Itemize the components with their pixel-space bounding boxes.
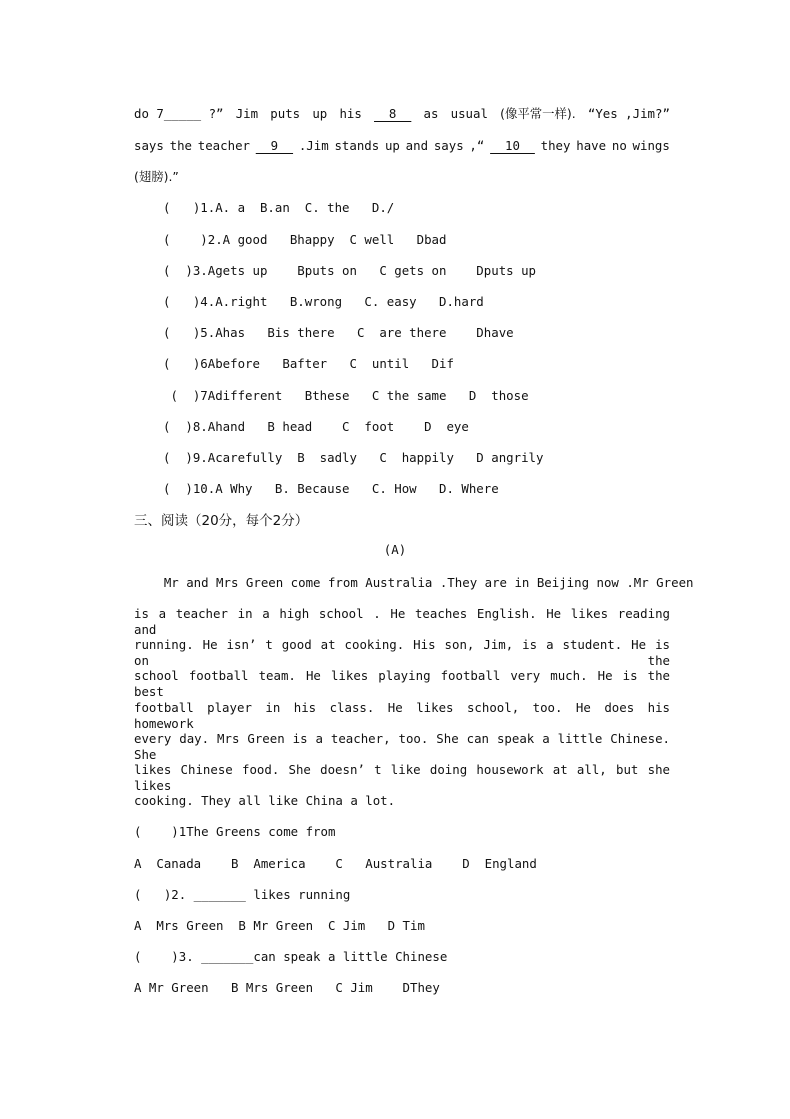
cloze-question-4: ( )4.A.right B.wrong C. easy D.hard <box>163 294 484 309</box>
cloze-question-2: ( )2.A good Bhappy C well Dbad <box>163 232 447 247</box>
cloze-question-6: ( )6Abefore Bafter C until Dif <box>163 356 454 371</box>
cloze-question-5: ( )5.Ahas Bis there C are there Dhave <box>163 325 514 340</box>
cloze-question-9: ( )9.Acarefully B sadly C happily D angrily <box>163 450 544 465</box>
blank-10: 10 <box>490 138 535 153</box>
reading-line: running. He isn’ t good at cooking. His son, Jim, is a student. He is on the <box>134 637 670 668</box>
text-segment: and <box>405 138 429 153</box>
text-segment: Jim <box>235 106 259 121</box>
reading-line: every day. Mrs Green is a teacher, too. She can speak a little Chinese. She <box>134 731 670 762</box>
text-segment: up <box>312 106 328 121</box>
text-segment: “Yes ,Jim?” <box>587 106 670 121</box>
cloze-question-10: ( )10.A Why B. Because C. How D. Where <box>163 481 499 496</box>
text-segment: as <box>423 106 439 121</box>
text-segment: says <box>134 138 164 153</box>
reading-question-3-stem: ( )3. _______can speak a little Chinese <box>134 949 448 964</box>
text-segment: they <box>540 138 571 153</box>
reading-question-3-options: A Mr Green B Mrs Green C Jim DThey <box>134 980 440 995</box>
cloze-question-7: ( )7Adifferent Bthese C the same D those <box>163 388 529 403</box>
text-segment: wings <box>632 138 670 153</box>
reading-line: cooking. They all like China a lot. <box>134 793 396 808</box>
reading-line: is a teacher in a high school . He teaches English. He likes reading and <box>134 606 670 637</box>
passage-line-3: (翅膀).” <box>134 169 179 184</box>
cloze-question-8: ( )8.Ahand B head C foot D eye <box>163 419 469 434</box>
reading-question-1-stem: ( )1The Greens come from <box>134 824 336 839</box>
reading-line: likes Chinese food. She doesn’ t like doing housework at all, but she likes <box>134 762 670 793</box>
text-segment: his <box>339 106 362 121</box>
text-segment: no <box>611 138 627 153</box>
text-segment: teacher <box>197 138 250 153</box>
blank-8: 8 <box>374 106 412 121</box>
blank-9: 9 <box>255 138 294 153</box>
text-segment: stands <box>334 138 380 153</box>
cloze-question-3: ( )3.Agets up Bputs on C gets on Dputs up <box>163 263 536 278</box>
text-segment: have <box>576 138 607 153</box>
cloze-question-1: ( )1.A. a B.an C. the D./ <box>163 200 395 215</box>
reading-line <box>134 575 694 591</box>
passage-line-2 <box>134 138 670 154</box>
reading-line: school football team. He likes playing football very much. He is the best <box>134 668 670 699</box>
text-segment: says <box>433 138 464 153</box>
reading-question-2-options: A Mrs Green B Mr Green C Jim D Tim <box>134 918 425 933</box>
text-segment: usual <box>450 106 488 121</box>
reading-question-1-options: A Canada B America C Australia D England <box>134 856 537 871</box>
text-segment: the <box>169 138 192 153</box>
text-segment: .Jim <box>298 138 329 153</box>
text-segment: puts <box>270 106 301 121</box>
text-segment: (像平常一样). <box>500 106 576 121</box>
text-segment: do 7_____ ?” <box>134 106 224 121</box>
passage-line-1 <box>134 106 670 122</box>
section-heading: 三、阅读（20分，每个2分） <box>134 513 309 529</box>
reading-label: (A) <box>383 542 407 557</box>
reading-line: football player in his class. He likes school, too. He does his homework <box>134 700 670 731</box>
text-segment: up <box>384 138 400 153</box>
reading-question-2-stem: ( )2. _______ likes running <box>134 887 351 902</box>
text-segment: ,“ <box>469 138 485 153</box>
line-text: Mr and Mrs Green come from Australia .They are in Beijing now .Mr Green <box>134 575 694 590</box>
